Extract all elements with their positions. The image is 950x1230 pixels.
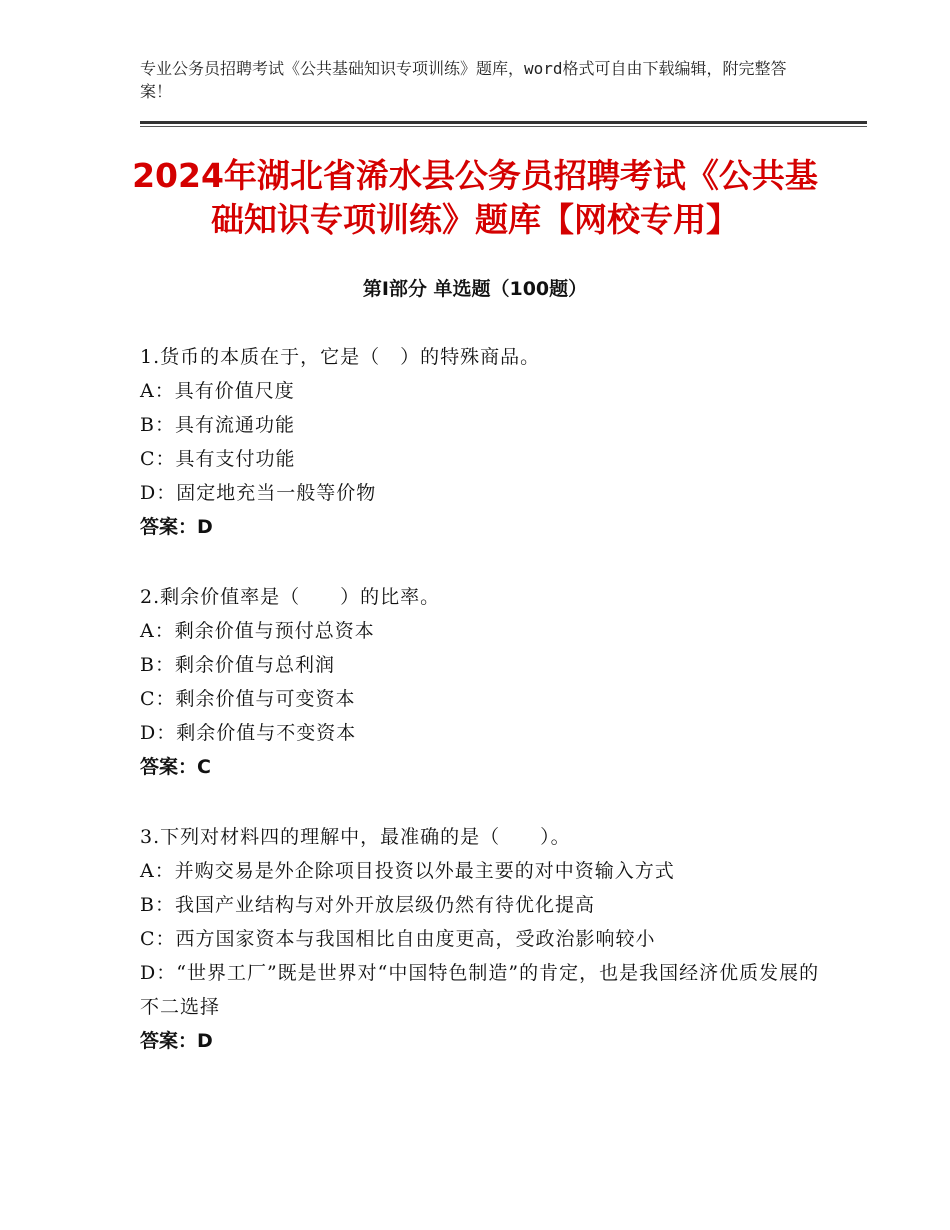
section-title: 第Ⅰ部分 单选题（100题） xyxy=(362,278,588,300)
header-note: 专业公务员招聘考试《公共基础知识专项训练》题库，word格式可自由下载编辑，附完整答案！ xyxy=(140,59,787,101)
question-2 xyxy=(140,580,820,784)
document-title: 2024年湖北省浠水县公务员招聘考试《公共基础知识专项训练》题库【网校专用】 xyxy=(132,156,818,239)
option-a: A：具有价值尺度 xyxy=(140,380,295,402)
option-c: C：具有支付功能 xyxy=(140,448,296,470)
option-b: B：我国产业结构与对外开放层级仍然有待优化提高 xyxy=(140,894,595,916)
option-b: B：具有流通功能 xyxy=(140,414,295,436)
option-d: D：剩余价值与不变资本 xyxy=(140,722,357,744)
option-d: D：“世界工厂”既是世界对“中国特色制造”的肯定，也是我国经济优质发展的不二选择 xyxy=(140,962,820,1018)
option-c: C：西方国家资本与我国相比自由度更高，受政治影响较小 xyxy=(140,928,656,950)
option-a: A：并购交易是外企除项目投资以外最主要的对中资输入方式 xyxy=(140,860,675,882)
answer-label: 答案：D xyxy=(140,1030,213,1052)
answer-label: 答案：D xyxy=(140,516,213,538)
option-a: A：剩余价值与预付总资本 xyxy=(140,620,375,642)
header-divider-thin xyxy=(140,126,867,127)
question-stem: 2.剩余价值率是（ ）的比率。 xyxy=(140,586,441,608)
option-d: D：固定地充当一般等价物 xyxy=(140,482,377,504)
answer-label: 答案：C xyxy=(140,756,211,778)
question-stem: 1.货币的本质在于，它是（ ）的特殊商品。 xyxy=(140,346,541,368)
question-3 xyxy=(140,820,820,1058)
header-divider-thick xyxy=(140,121,867,124)
question-1 xyxy=(140,340,820,544)
question-stem: 3.下列对材料四的理解中，最准确的是（ ）。 xyxy=(140,826,571,848)
option-c: C：剩余价值与可变资本 xyxy=(140,688,356,710)
option-b: B：剩余价值与总利润 xyxy=(140,654,335,676)
